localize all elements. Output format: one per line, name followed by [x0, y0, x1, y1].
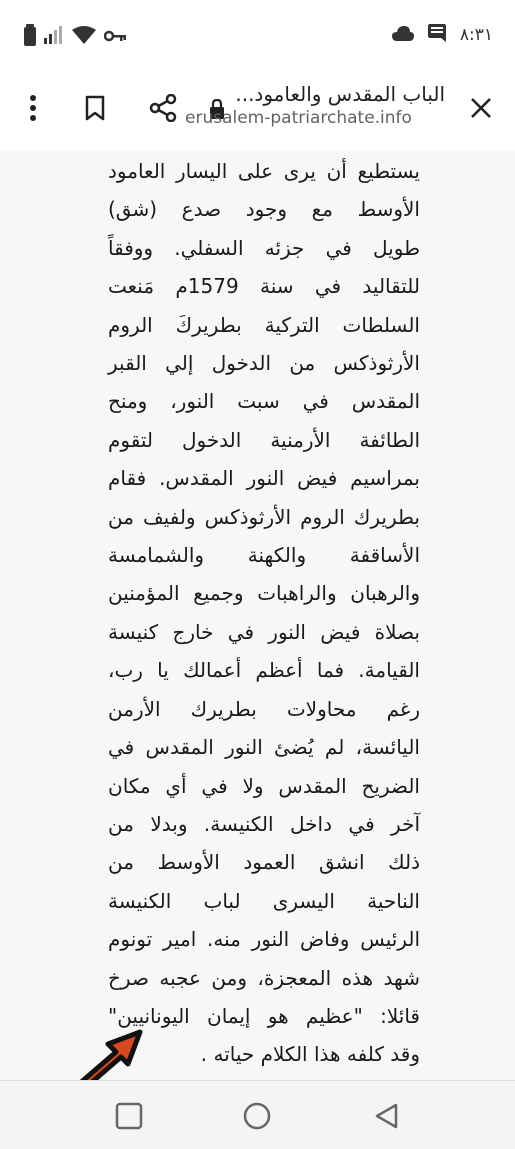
article-line: شهد هذه المعجزة، ومن عجبه صرخ — [108, 965, 420, 990]
bookmark-icon — [85, 95, 105, 125]
page-title-area[interactable] — [185, 82, 445, 128]
back-button[interactable] — [372, 1101, 402, 1131]
article-line: اليائسة، لم يُضئ النور المقدس في — [108, 735, 420, 760]
web-content[interactable] — [0, 150, 515, 1080]
article-line: بصلاة فيض النور في خارج كنيسة — [108, 619, 420, 644]
custom-tab-toolbar — [0, 70, 515, 151]
system-nav-bar — [0, 1080, 515, 1149]
page-title: الباب المقدس والعامود... — [235, 82, 445, 106]
article-line: الأوسط مع وجود صدع (شق) — [108, 197, 420, 222]
wifi-icon — [72, 26, 96, 48]
article-line: رغم محاولات بطريرك الأرمن — [108, 696, 420, 721]
article-line: الطائفة الأرمنية الدخول لتقوم — [108, 427, 420, 452]
article-line: بمراسيم فيض النور المقدس. فقام — [108, 466, 420, 491]
article-line: للتقاليد في سنة 1579م مَنعت — [108, 274, 421, 299]
battery-icon — [24, 24, 36, 50]
close-icon — [470, 97, 492, 123]
square-icon — [114, 1116, 144, 1135]
bookmark-button[interactable] — [80, 94, 110, 126]
cloud-icon — [392, 26, 414, 45]
article-line: الأساقفة والكهنة والشمامسة — [108, 543, 420, 568]
article-body — [108, 150, 420, 1074]
article-line: السلطات التركية بطريركَ الروم — [108, 312, 420, 337]
article-line: الأرثوذكس من الدخول إلي القبر — [108, 351, 420, 376]
more-options-button[interactable] — [18, 94, 48, 126]
home-button[interactable] — [242, 1101, 272, 1131]
key-icon — [104, 28, 126, 47]
page-url: erusalem-patriarchate.info — [185, 108, 412, 128]
article-line: القيامة. فما أعظم أعمالك يا رب، — [108, 658, 420, 683]
article-line: والرهبان والراهبات وجميع المؤمنين — [108, 581, 420, 606]
status-left-icons — [24, 24, 126, 50]
recent-apps-button[interactable] — [114, 1101, 144, 1131]
more-vert-icon — [29, 94, 37, 126]
article-line: المقدس في سبت النور، ومنح — [108, 389, 420, 414]
status-bar — [0, 0, 515, 70]
article-line: بطريرك الروم الأرثوذكس ولفيف من — [108, 504, 420, 529]
article-line: قائلا: "عظيم هو إيمان اليونانيين" — [108, 1003, 420, 1028]
article-line: يستطيع أن يرى على اليسار العامود — [108, 159, 420, 183]
article-line: الضريح المقدس ولا في أي مكان — [108, 773, 420, 798]
article-line: طويل في جزئه السفلي. ووفقاً — [108, 235, 420, 260]
share-icon — [149, 94, 177, 126]
article-line: الرئيس وفاض النور منه. امير تونوم — [108, 927, 420, 952]
signal-icon — [44, 26, 64, 48]
article-line: آخر في داخل الكنيسة. وبدلا من — [108, 811, 420, 836]
circle-icon — [242, 1116, 272, 1135]
share-button[interactable] — [146, 94, 180, 126]
status-right-icons — [392, 24, 493, 46]
message-icon — [428, 24, 446, 46]
triangle-back-icon — [372, 1116, 402, 1135]
status-time: ٨:٣١ — [459, 25, 493, 45]
article-line: الناحية اليسرى لباب الكنيسة — [108, 888, 420, 913]
article-line: ذلك انشق العمود الأوسط من — [108, 850, 420, 875]
close-button[interactable] — [467, 96, 495, 124]
article-line: وقد كلفه هذا الكلام حياته . — [200, 1042, 420, 1067]
